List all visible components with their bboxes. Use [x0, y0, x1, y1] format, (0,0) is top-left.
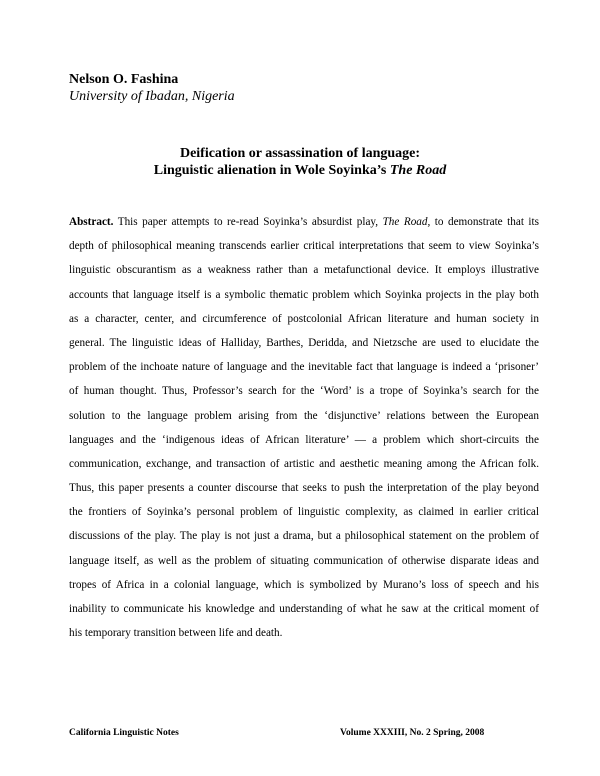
abstract-line: Thus, this paper presents a counter discourse that seeks to push the interpretation of the play beyond: [69, 482, 539, 495]
abstract-line: his temporary transition between life and death.: [69, 627, 283, 640]
title-line-2: [0, 162, 600, 179]
abstract-line-1-italic: The Road,: [382, 216, 431, 228]
abstract-line: discussions of the play. The play is not just a drama, but a philosophical statement on the problem of: [69, 530, 539, 543]
footer-volume: Volume XXXIII, No. 2 Spring, 2008: [340, 728, 485, 738]
footer-journal: California Linguistic Notes: [69, 728, 179, 738]
title-line-1: Deification or assassination of language:: [179, 146, 421, 161]
abstract-line: accounts that language itself is a symbolic thematic problem which Soyinka projects in the play both: [69, 288, 539, 301]
abstract-line: general. The linguistic ideas of Halliday, Barthes, Deridda, and Nietzsche are used to elucidate the: [69, 336, 539, 349]
abstract: [69, 210, 539, 645]
abstract-line: inability to communicate his knowledge and understanding of what he saw at the critical moment of: [69, 603, 539, 615]
abstract-line: communication, exchange, and transaction of artistic and aesthetic meaning among the African folk.: [69, 457, 539, 470]
abstract-line: of human thought. Thus, Professor’s search for the ‘Word’ is a trope of Soyinka’s search for the: [69, 385, 539, 398]
title-line-2-text: Linguistic alienation in Wole Soyinka’s: [153, 163, 390, 178]
abstract-line: solution to the language problem arising from the ‘disjunctive’ relations between the European: [69, 409, 539, 422]
abstract-line: languages and the ‘indigenous ideas of African literature’ — a problem which short-circuits the: [69, 433, 539, 446]
abstract-line: linguistic obscurantism as a weakness rather than a metafunctional device. It employs illustrative: [69, 264, 539, 277]
author-affiliation: University of Ibadan, Nigeria: [69, 89, 235, 104]
abstract-line-1-a: This paper attempts to re-read Soyinka’s absurdist play,: [113, 216, 383, 228]
author-name: Nelson O. Fashina: [69, 72, 179, 87]
abstract-line: depth of philosophical meaning transcends earlier critical interpretations that seem to view Soyinka’s: [69, 240, 539, 253]
abstract-line: as a character, center, and circumference of postcolonial African literature and human society in: [69, 312, 539, 325]
abstract-line: problem of the inchoate nature of language and the inevitable fact that language is indeed a ‘prisoner’: [69, 361, 539, 374]
abstract-line: tropes of Africa in a colonial language, which is symbolized by Murano’s loss of speech and his: [69, 578, 539, 591]
abstract-line: [69, 210, 539, 234]
paper-title: [0, 145, 600, 179]
abstract-label: Abstract.: [69, 216, 114, 228]
abstract-line: the frontiers of Soyinka’s personal problem of linguistic complexity, as claimed in earlier critical: [69, 506, 539, 519]
abstract-line-1-b: to demonstrate that its: [430, 216, 539, 228]
title-line-2-italic: The Road: [389, 163, 447, 178]
abstract-line: language itself, as well as the problem of situating communication of otherwise disparate ideas and: [69, 554, 539, 567]
